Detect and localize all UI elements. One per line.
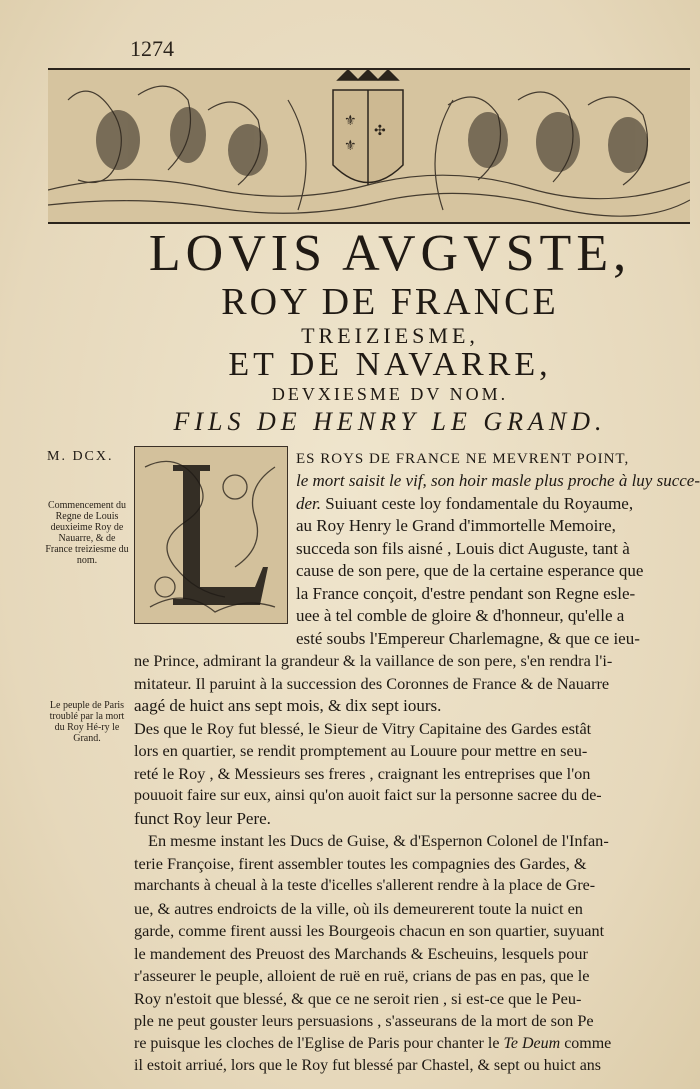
- body-line-25: Roy n'estoit que blessé, & que ce ne seroit rien , si est-ce que le Peu-: [134, 989, 582, 1008]
- svg-text:⚜: ⚜: [344, 113, 357, 129]
- body-line-20: marchants à cheual à la teste d'icelles s'allerent rendre à la place de Gre-: [134, 877, 596, 894]
- body-line-02: le mort saisit le vif, son hoir masle plus proche à luy succe-: [296, 471, 700, 490]
- page-number: 1274: [130, 36, 174, 61]
- body-line-15: reté le Roy , & Messieurs ses freres , craignant les entreprises que l'on: [134, 764, 591, 783]
- title-heading: LOVIS AVGVSTE,: [148, 225, 632, 282]
- body-line-03-text: Suiuant ceste loy fondamentale du Royaume,: [321, 494, 634, 513]
- body-line-14: lors en quartier, se rendit promptement au Louure pour mettre en seu-: [134, 741, 588, 760]
- body-line-17: funct Roy leur Pere.: [134, 809, 271, 828]
- body-line-07: la France conçoit, d'estre pendant son Regne esle-: [296, 584, 636, 603]
- body-line-18: En mesme instant les Ducs de Guise, & d'Espernon Colonel de l'Infan-: [148, 831, 609, 850]
- body-line-16: pouuoit faire sur eux, ainsi qu'on auoit faict sur la personne sacree du de-: [134, 787, 602, 804]
- body-line-27-text: re puisque les cloches de l'Eglise de Paris pour chanter le: [134, 1035, 504, 1052]
- body-line-03-italic: der.: [296, 494, 322, 513]
- body-line-24: r'asseurer le peuple, alloient de ruë en ruë, crians de pas en pas, que le: [134, 966, 590, 985]
- body-line-01: ES ROYS DE FRANCE NE MEVRENT POINT,: [296, 451, 630, 467]
- decorative-headpiece-engraving: [48, 68, 690, 224]
- body-line-09: esté soubs l'Empereur Charlemagne, & que ce ieu-: [296, 629, 640, 648]
- body-line-03: [296, 493, 633, 515]
- margin-year: M. DCX.: [47, 449, 114, 464]
- body-line-27: [134, 1033, 611, 1055]
- svg-text:⚜: ⚜: [344, 138, 357, 154]
- decorated-initial-letter: [134, 446, 288, 624]
- body-line-19: terie Françoise, firent assembler toutes les compagnies des Gardes, &: [134, 854, 587, 873]
- svg-text:✣: ✣: [374, 123, 386, 139]
- body-line-27-italic: Te Deum: [503, 1035, 561, 1052]
- body-line-12: aagé de huict ans sept mois, & dix sept iours.: [134, 696, 442, 715]
- subtitle-line-4: ET DE NAVARRE,: [228, 346, 552, 383]
- margin-note-1: Commencement du Regne de Louis deuxieime Roy de Nauarre, & de France treiziesme du nom.: [45, 500, 129, 566]
- body-line-04: au Roy Henry le Grand d'immortelle Memoire,: [296, 516, 616, 535]
- subtitle-line-2: ROY DE FRANCE: [221, 281, 559, 323]
- body-line-28: il estoit arriué, lors que le Roy fut blessé par Chastel, & sept ou huict ans: [134, 1057, 602, 1074]
- body-line-10: ne Prince, admirant la grandeur & la vaillance de son pere, s'en rendra l'i-: [134, 651, 613, 670]
- headpiece-illustration: [48, 70, 690, 222]
- body-line-13: Des que le Roy fut blessé, le Sieur de Vitry Capitaine des Gardes estât: [134, 719, 592, 738]
- body-line-11: mitateur. Il paruint à la succession des Coronnes de France & de Nauarre: [134, 674, 610, 693]
- initial-l-ornament: [135, 447, 287, 623]
- margin-note-2: Le peuple de Paris troublé par la mort du Roy Hé-ry le Grand.: [49, 700, 125, 744]
- body-line-23: le mandement des Preuost des Marchands & Escheuins, lesquels pour: [134, 944, 588, 963]
- subtitle-line-3: TREIZIESME,: [301, 323, 479, 348]
- body-line-21: ue, & autres endroicts de la ville, où ils demeurerent toute la nuict en: [134, 899, 583, 918]
- subtitle-line-6: FILS DE HENRY LE GRAND.: [173, 407, 607, 436]
- body-line-08: uee à tel comble de gloire & d'honneur, qu'elle a: [296, 606, 625, 625]
- body-line-26: ple ne peut gouster leurs persuasions , s'asseurans de la mort de son Pe: [134, 1011, 594, 1030]
- body-line-05: succeda son fils aisné , Louis dict Auguste, tant à: [296, 539, 630, 558]
- subtitle-line-5: DEVXIESME DV NOM.: [271, 384, 509, 404]
- body-line-22: garde, comme firent aussi les Bourgeois chacun en son quartier, suyuant: [134, 921, 605, 940]
- body-line-27-end: comme: [560, 1035, 612, 1052]
- body-line-06: cause de son pere, que de la certaine esperance que: [296, 561, 644, 580]
